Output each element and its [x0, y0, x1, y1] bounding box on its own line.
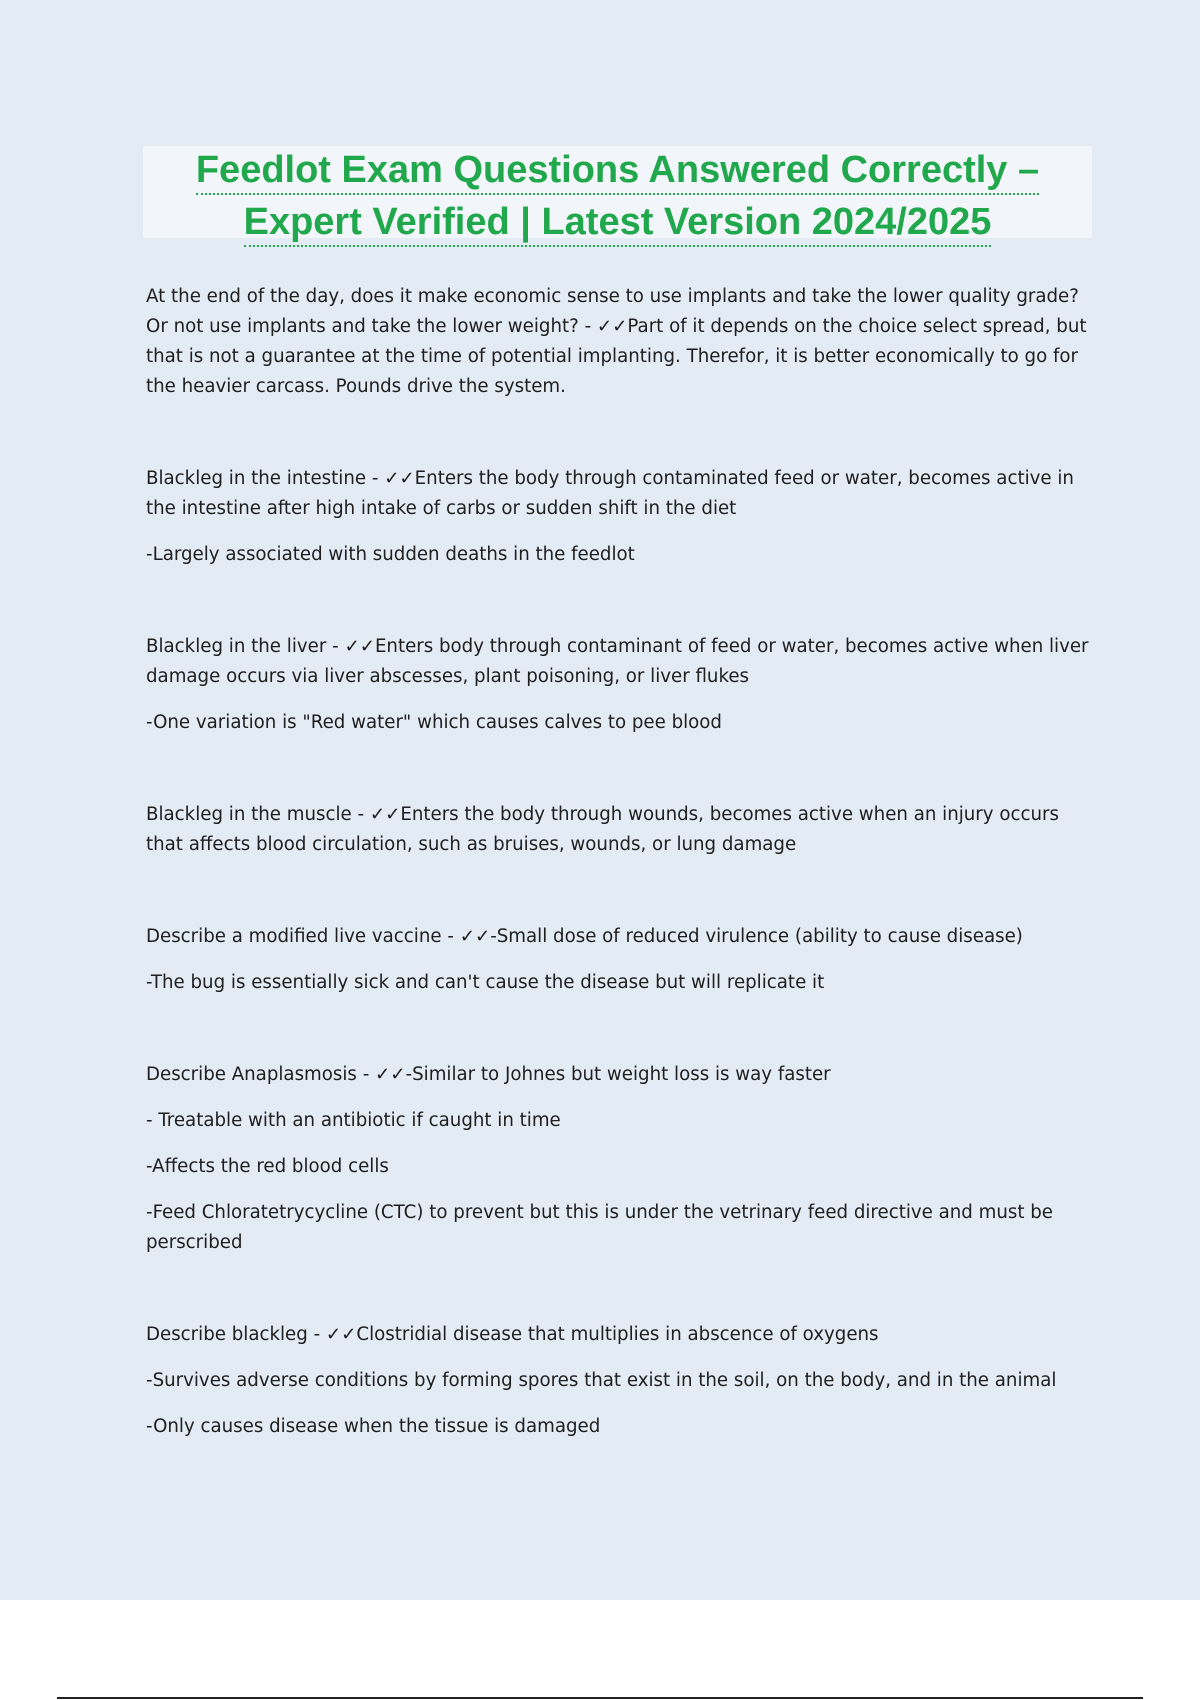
footer-divider [57, 1697, 1143, 1699]
qa-entry [146, 1320, 1096, 1442]
double-check-icon: ✓✓ [596, 316, 628, 337]
answer-detail-line: -One variation is "Red water" which causes calves to pee blood [146, 712, 722, 733]
title-banner [143, 146, 1092, 243]
double-check-icon: ✓✓ [344, 636, 375, 657]
question-separator: - [351, 804, 370, 825]
qa-question-line [146, 464, 1096, 524]
qa-question-line [146, 282, 1096, 402]
double-check-icon: ✓✓ [375, 1064, 406, 1085]
question-text: Blackleg in the intestine [146, 468, 367, 489]
double-check-icon: ✓✓ [384, 468, 415, 489]
document-title-line-2: Expert Verified | Latest Version 2024/2025 [244, 200, 992, 247]
answer-detail-line: -Feed Chloratetrycycline (CTC) to prevent but this is under the vetrinary feed directive and must be perscribed [146, 1202, 1053, 1253]
qa-entry [146, 1060, 1096, 1258]
document-title-line-1: Feedlot Exam Questions Answered Correctly – [196, 148, 1039, 195]
answer-detail-line: -Affects the red blood cells [146, 1156, 389, 1177]
question-text: Blackleg in the liver [146, 636, 327, 657]
question-separator: - [578, 316, 597, 337]
double-check-icon: ✓✓ [325, 1324, 357, 1345]
question-text: Blackleg in the muscle [146, 804, 352, 825]
qa-question-line [146, 1320, 1096, 1350]
question-separator: - [356, 1064, 376, 1085]
question-text: Describe Anaplasmosis [146, 1064, 357, 1085]
qa-question-line [146, 922, 1096, 952]
question-text: Describe blackleg [146, 1324, 308, 1345]
answer-text: Enters body through contaminant of feed or water, becomes active when liver damage occurs via liver abscesses, plant poisoning, or liver flukes [146, 636, 1089, 687]
answer-detail-line: -Survives adverse conditions by forming spores that exist in the soil, on the body, and in the animal [146, 1370, 1057, 1391]
answer-detail-line: - Treatable with an antibiotic if caught in time [146, 1110, 561, 1131]
question-separator: - [366, 468, 385, 489]
qa-question-line [146, 1060, 1096, 1090]
qa-question-line [146, 800, 1096, 860]
qa-entry [146, 632, 1096, 738]
answer-text: -Similar to Johnes but weight loss is way faster [405, 1064, 831, 1085]
qa-entry [146, 922, 1096, 998]
qa-entry [146, 464, 1096, 570]
question-text: At the end of the day, does it make economic sense to use implants and take the lower quality grade? Or not use implants and take the lower weight? [146, 286, 1079, 337]
answer-text: Clostridial disease that multiplies in abscence of oxygens [356, 1324, 879, 1345]
question-separator: - [441, 926, 460, 947]
qa-content [146, 282, 1096, 1442]
double-check-icon: ✓✓ [369, 804, 401, 825]
question-separator: - [326, 636, 345, 657]
answer-text: -Small dose of reduced virulence (ability to cause disease) [490, 926, 1023, 947]
answer-detail-line: -Largely associated with sudden deaths in the feedlot [146, 544, 635, 565]
answer-detail-line: -The bug is essentially sick and can't cause the disease but will replicate it [146, 972, 825, 993]
answer-text: Enters the body through wounds, becomes active when an injury occurs that affects blood circulation, such as bruises, wounds, or lung damage [146, 804, 1059, 855]
qa-question-line [146, 632, 1096, 692]
qa-entry [146, 282, 1096, 402]
qa-entry [146, 800, 1096, 860]
double-check-icon: ✓✓ [459, 926, 491, 947]
answer-text: Part of it depends on the choice select spread, but that is not a guarantee at the time of potential implanting. Therefor, it is better economically to go for the heavier carcass. Pounds drive the system. [146, 316, 1087, 397]
question-separator: - [307, 1324, 326, 1345]
answer-text: Enters the body through contaminated feed or water, becomes active in the intestine after high intake of carbs or sudden shift in the diet [146, 468, 1074, 519]
question-text: Describe a modified live vaccine [146, 926, 442, 947]
answer-detail-line: -Only causes disease when the tissue is damaged [146, 1416, 601, 1437]
